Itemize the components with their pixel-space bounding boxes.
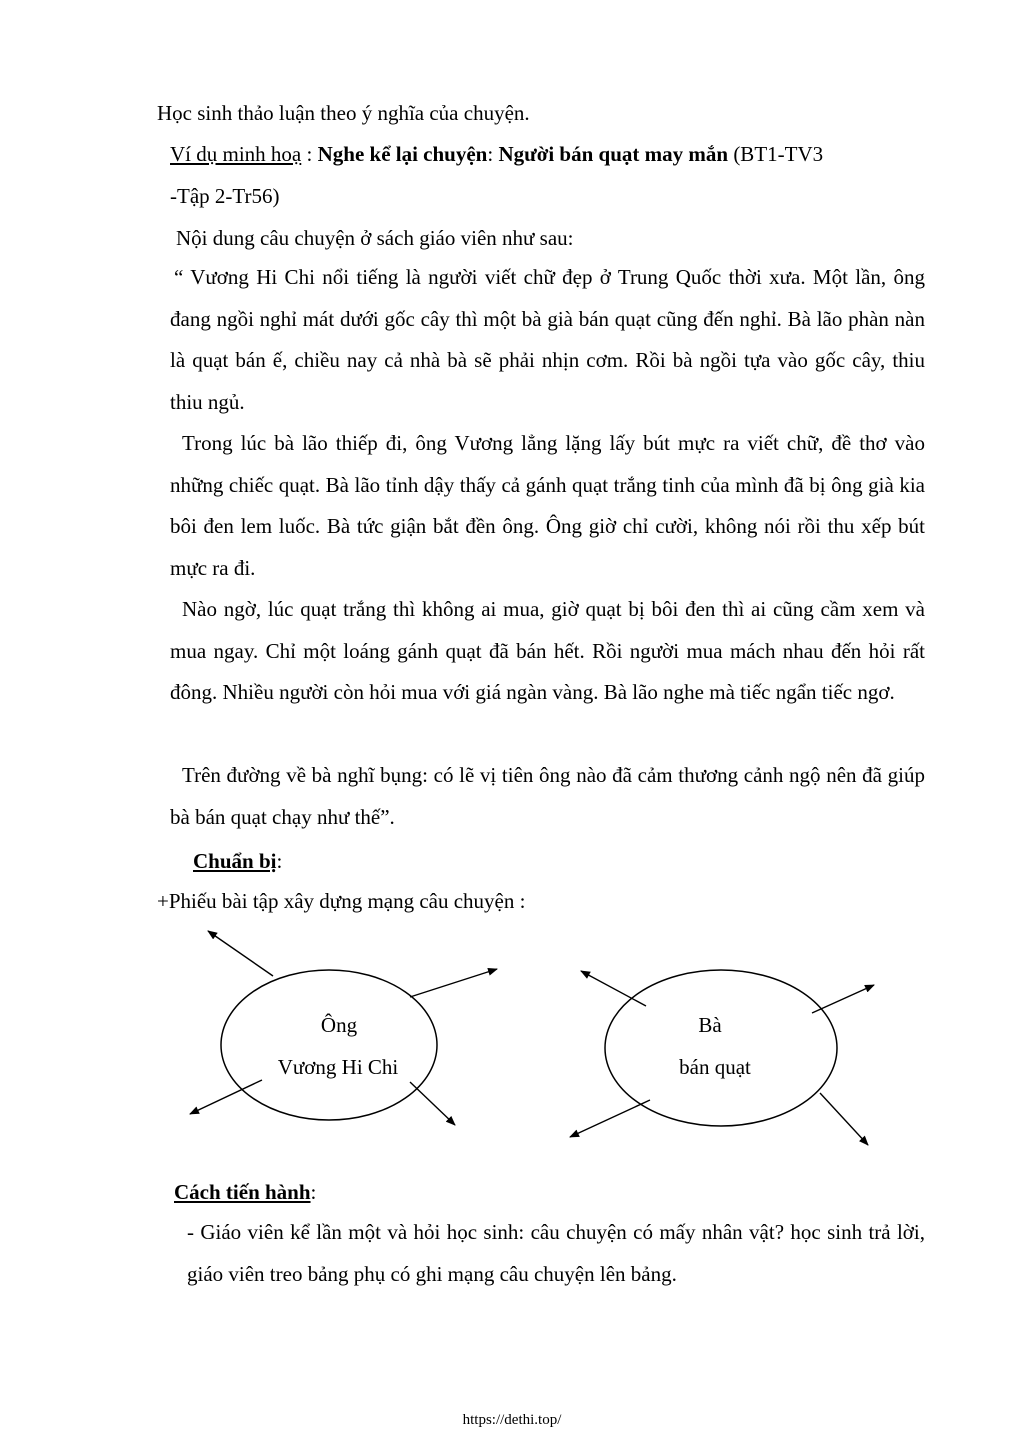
left-character-ellipse — [221, 970, 437, 1120]
prepare-colon: : — [276, 849, 283, 873]
story-paragraph-4: Trên đường về bà nghĩ bụng: có lẽ vị tiên ông nào đã cảm thương cảnh ngộ nên đã giúp bà bán quạt chạy như thế”. — [170, 763, 925, 829]
right-character-line-1: Bà — [698, 1013, 722, 1037]
story-paragraph-1: “ Vương Hi Chi nổi tiếng là người viết chữ đẹp ở Trung Quốc thời xưa. Một lần, ông đang ngồi nghỉ mát dưới gốc cây thì một bà già bán quạt cũng đến nghỉ. Bà lão phàn nàn là quạt bán ế, chiều nay cả nhà bà sẽ phải nhịn cơm. Rồi bà ngồi tựa vào gốc cây, thiu thiu ngủ. — [170, 265, 925, 414]
story-paragraph-2: Trong lúc bà lão thiếp đi, ông Vương lẳng lặng lấy bút mực ra viết chữ, đề thơ vào những chiếc quạt. Bà lão tỉnh dậy thấy cả gánh quạt trắng tinh của mình đã bị ông già kia bôi đen lem luốc. Bà tức giận bắt đền ông. Ông giờ chỉ cười, không nói rồi thu xếp bút mực ra đi. — [170, 431, 925, 580]
left-character-line-2: Vương Hi Chi — [277, 1055, 399, 1079]
intro-line: Học sinh thảo luận theo ý nghĩa của chuyện. — [157, 101, 530, 125]
content-intro: Nội dung câu chuyện ở sách giáo viên như sau: — [176, 226, 574, 250]
arrow-right-bottom-left — [570, 1100, 650, 1137]
arrow-right-top-right — [812, 985, 874, 1013]
arrow-left-bottom-right — [410, 1082, 455, 1125]
left-character-line-1: Ông — [320, 1013, 358, 1037]
example-title-2: Người bán quạt may mắn — [498, 142, 729, 166]
procedure-heading — [174, 1179, 316, 1205]
footer-url: https://dethi.top/ — [462, 1412, 562, 1428]
arrow-right-bottom-right — [820, 1093, 868, 1145]
arrow-left-top-right — [410, 969, 497, 997]
arrow-right-top-left — [581, 971, 646, 1006]
example-ref-continued: -Tập 2-Tr56) — [170, 184, 280, 208]
example-title-1: Nghe kể lại chuyện — [317, 142, 488, 166]
right-character-ellipse — [605, 970, 837, 1126]
example-ref: (BT1-TV3 — [728, 142, 824, 166]
arrow-left-top-left — [208, 931, 273, 976]
procedure-colon: : — [310, 1180, 317, 1204]
worksheet-line: +Phiếu bài tập xây dựng mạng câu chuyện : — [157, 889, 526, 913]
right-character-line-2: bán quạt — [679, 1055, 751, 1079]
procedure-text: - Giáo viên kể lần một và hỏi học sinh: câu chuyện có mấy nhân vật? học sinh trả lời, giáo viên treo bảng phụ có ghi mạng câu chuyện lên bảng. — [187, 1220, 925, 1286]
example-sep-2: : — [487, 142, 499, 166]
prepare-heading-text: Chuẩn bị — [193, 849, 277, 873]
procedure-heading-text: Cách tiến hành — [174, 1180, 311, 1204]
example-sep: : — [301, 142, 318, 166]
story-paragraph-3: Nào ngờ, lúc quạt trắng thì không ai mua, giờ quạt bị bôi đen thì ai cũng cầm xem và mua ngay. Chỉ một loáng gánh quạt đã bán hết. Rồi người mua mách nhau đến hỏi rất đông. Nhiều người còn hỏi mua với giá ngàn vàng. Bà lão nghe mà tiếc ngẩn tiếc ngơ. — [170, 597, 925, 704]
example-label: Ví dụ minh hoạ — [170, 142, 302, 166]
